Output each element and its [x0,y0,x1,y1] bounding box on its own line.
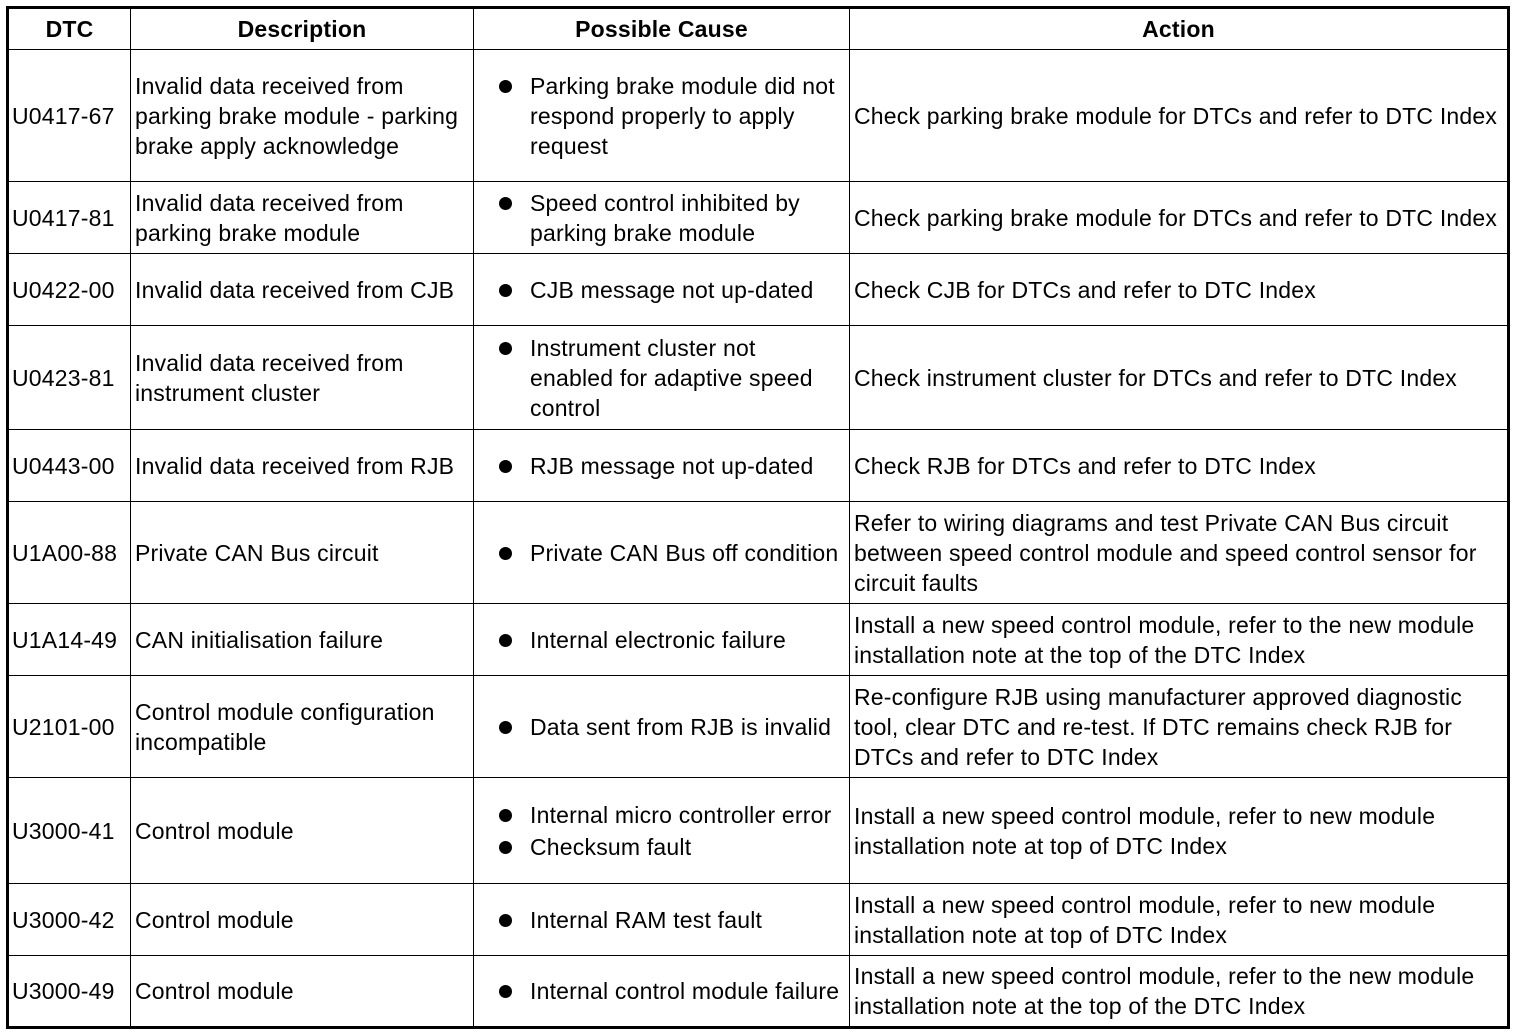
action-cell: Refer to wiring diagrams and test Private CAN Bus circuit between speed control module and speed control sensor for circuit faults [850,502,1509,604]
cause-text: Internal control module failure [530,978,840,1004]
action-cell: Install a new speed control module, refer to new module installation note at top of DTC Index [850,884,1509,956]
dtc-code-cell: U0423-81 [8,326,131,430]
bullet-icon [499,721,512,734]
dtc-code-cell: U0443-00 [8,430,131,502]
cause-text: Instrument cluster not enabled for adaptive speed control [530,334,813,421]
table-row [8,778,1509,884]
bullet-icon [499,342,512,355]
possible-cause-cell [474,676,850,778]
table-row [8,182,1509,254]
header-description: Description [131,8,474,50]
bullet-icon [499,914,512,927]
table-row [8,676,1509,778]
description-cell: Invalid data received from instrument cluster [131,326,474,430]
dtc-code-cell: U0417-67 [8,50,131,182]
table-row [8,956,1509,1028]
table-body [8,50,1509,1028]
bullet-icon [499,809,512,822]
table-row [8,254,1509,326]
dtc-code-cell: U3000-41 [8,778,131,884]
possible-cause-cell [474,326,850,430]
dtc-code-cell: U1A14-49 [8,604,131,676]
bullet-icon [499,197,512,210]
cause-text: Internal electronic failure [530,626,786,653]
action-cell: Install a new speed control module, refer to the new module installation note at the top of the DTC Index [850,956,1509,1028]
action-cell: Re-configure RJB using manufacturer approved diagnostic tool, clear DTC and re-test. If DTC remains check RJB for DTCs and refer to DTC Index [850,676,1509,778]
description-cell: Control module [131,956,474,1028]
bullet-icon [499,284,512,297]
cause-list-item [496,625,845,655]
cause-list-item [496,800,845,830]
cause-list [496,625,845,655]
cause-list [496,538,845,568]
cause-text: Internal micro controller error [530,801,832,828]
cause-text: CJB message not up-dated [530,276,814,303]
description-cell: Control module [131,884,474,956]
cause-list-item [496,333,845,423]
bullet-icon [499,80,512,93]
description-cell: Control module [131,778,474,884]
action-cell: Check parking brake module for DTCs and refer to DTC Index [850,182,1509,254]
description-cell: Control module configuration incompatible [131,676,474,778]
dtc-code-cell: U1A00-88 [8,502,131,604]
dtc-code-cell: U0417-81 [8,182,131,254]
cause-list-item [496,538,845,568]
action-cell: Install a new speed control module, refer to the new module installation note at the top of the DTC Index [850,604,1509,676]
dtc-table [6,6,1510,1029]
cause-text: Internal RAM test fault [530,906,763,933]
cause-text: Data sent from RJB is invalid [530,713,832,740]
cause-list [496,800,845,862]
dtc-code-cell: U2101-00 [8,676,131,778]
cause-list-item [496,976,845,1006]
description-cell: Invalid data received from RJB [131,430,474,502]
bullet-icon [499,634,512,647]
description-cell: Private CAN Bus circuit [131,502,474,604]
cause-text: Checksum fault [530,833,692,860]
bullet-icon [499,547,512,560]
cause-list [496,451,845,481]
possible-cause-cell [474,604,850,676]
header-action: Action [850,8,1509,50]
possible-cause-cell [474,884,850,956]
cause-text: Private CAN Bus off condition [530,539,839,566]
table-row [8,884,1509,956]
possible-cause-cell [474,502,850,604]
cause-list [496,333,845,423]
description-cell: Invalid data received from CJB [131,254,474,326]
cause-text: Speed control inhibited by parking brake module [530,189,800,246]
cause-list-item [496,71,845,161]
action-cell: Check parking brake module for DTCs and refer to DTC Index [850,50,1509,182]
cause-text: Parking brake module did not respond properly to apply request [530,72,835,159]
possible-cause-cell [474,430,850,502]
cause-list-item [496,451,845,481]
dtc-code-cell: U0422-00 [8,254,131,326]
description-cell: Invalid data received from parking brake module [131,182,474,254]
cause-list-item [496,275,845,305]
bullet-icon [499,460,512,473]
bullet-icon [499,985,512,998]
cause-list-item [496,905,845,935]
possible-cause-cell [474,956,850,1028]
cause-list [496,905,845,935]
table-row [8,502,1509,604]
possible-cause-cell [474,254,850,326]
possible-cause-cell [474,50,850,182]
dtc-code-cell: U3000-42 [8,884,131,956]
bullet-icon [499,841,512,854]
cause-list [496,275,845,305]
action-cell: Check instrument cluster for DTCs and refer to DTC Index [850,326,1509,430]
possible-cause-cell [474,778,850,884]
header-row [8,8,1509,50]
header-possible-cause: Possible Cause [474,8,850,50]
cause-list [496,976,845,1006]
cause-list [496,188,845,248]
header-dtc: DTC [8,8,131,50]
action-cell: Check RJB for DTCs and refer to DTC Index [850,430,1509,502]
cause-list-item [496,712,845,742]
action-cell: Check CJB for DTCs and refer to DTC Index [850,254,1509,326]
description-cell: Invalid data received from parking brake module - parking brake apply acknowledge [131,50,474,182]
table-row [8,326,1509,430]
action-cell: Install a new speed control module, refer to new module installation note at top of DTC Index [850,778,1509,884]
table-header [8,8,1509,50]
table-row [8,604,1509,676]
dtc-code-cell: U3000-49 [8,956,131,1028]
table-row [8,430,1509,502]
cause-list [496,712,845,742]
cause-list-item [496,188,845,248]
description-cell: CAN initialisation failure [131,604,474,676]
table-row [8,50,1509,182]
cause-text: RJB message not up-dated [530,452,814,479]
cause-list [496,71,845,161]
possible-cause-cell [474,182,850,254]
cause-list-item [496,832,845,862]
